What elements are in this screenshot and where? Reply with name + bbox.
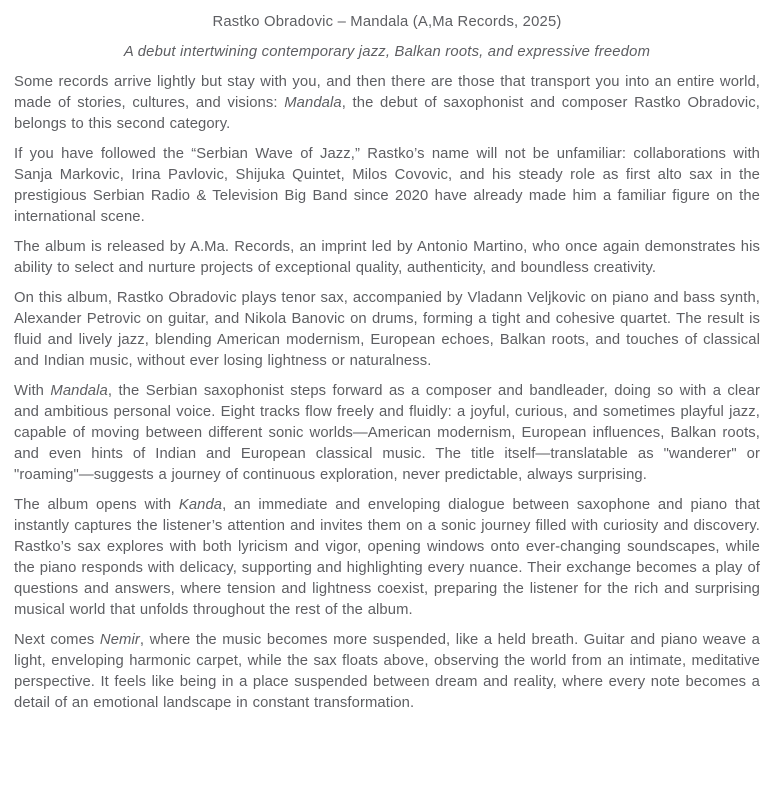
text-run: , an immediate and enveloping dialogue between saxophone and piano that instantly captures the listener’s attention and invites them on a sonic journey filled with curiosity and discovery. Rastko’s sax explores with both lyricism and vigor, opening windows onto ever-changing soundscapes, while the piano responds with delicacy, supporting and highlighting every nuance. Their exchange becomes a play of questions and answers, where tension and lightness coexist, preparing the listener for the rich and surprising musical world that unfolds throughout the rest of the album. — [14, 497, 760, 618]
article-title: Rastko Obradovic – Mandala (A,Ma Records, 2025) — [212, 14, 562, 30]
text-run: If you have followed the “Serbian Wave of Jazz,” Rastko’s name will not be unfamiliar: collaborations with Sanja Markovic, Irina Pavlovic, Shijuka Quintet, Milos Covovic, and his steady role as first alto sax in the prestigious Serbian Radio & Television Big Band since 2020 have already made him a familiar figure on the international scene. — [14, 146, 760, 225]
text-run: The album is released by A.Ma. Records, an imprint led by Antonio Martino, who once again demonstrates his ability to select and nurture projects of exceptional quality, authenticity, and boundless creativity. — [14, 239, 760, 276]
text-run: , the debut of saxophonist and composer Rastko Obradovic, belongs to this second category. — [14, 95, 760, 132]
paragraph — [14, 144, 760, 228]
italic-text-run: Mandala — [50, 383, 108, 399]
text-run: , where the music becomes more suspended, like a held breath. Guitar and piano weave a light, enveloping harmonic carpet, while the sax floats above, observing the world from an intimate, meditative perspective. It feels like being in a place suspended between dream and reality, where every note becomes a detail of an emotional landscape in constant transformation. — [14, 632, 760, 711]
text-run: , the Serbian saxophonist steps forward as a composer and bandleader, doing so with a clear and ambitious personal voice. Eight tracks flow freely and fluidly: a joyful, curious, and sometimes playful jazz, capable of moving between different sonic worlds—American modernism, European influences, Balkan roots, and even hints of Indian and European classical music. The title itself—translatable as "wanderer" or "roaming"—suggests a journey of continuous exploration, never predictable, always surprising. — [14, 383, 760, 483]
paragraph — [14, 381, 760, 486]
text-run: With — [14, 383, 51, 399]
article-subtitle: A debut intertwining contemporary jazz, Balkan roots, and expressive freedom — [123, 44, 651, 60]
text-run: On this album, Rastko Obradovic plays tenor sax, accompanied by Vladann Veljkovic on piano and bass synth, Alexander Petrovic on guitar, and Nikola Banovic on drums, forming a tight and cohesive quartet. The result is fluid and lively jazz, blending American modernism, European echoes, Balkan roots, and touches of classical and Indian music, without ever losing lightness or naturalness. — [14, 290, 760, 369]
italic-text-run: Kanda — [178, 497, 223, 513]
text-run: The album opens with — [14, 497, 179, 513]
article-body — [14, 72, 760, 714]
paragraph — [14, 495, 760, 621]
paragraph — [14, 237, 760, 279]
paragraph — [14, 288, 760, 372]
italic-text-run: Nemir — [99, 632, 140, 648]
italic-text-run: Mandala — [284, 95, 342, 111]
text-run: Some records arrive lightly but stay with you, and then there are those that transport you into an entire world, made of stories, cultures, and visions: — [14, 74, 760, 111]
paragraph — [14, 72, 760, 135]
paragraph — [14, 630, 760, 714]
text-run: Next comes — [14, 632, 100, 648]
